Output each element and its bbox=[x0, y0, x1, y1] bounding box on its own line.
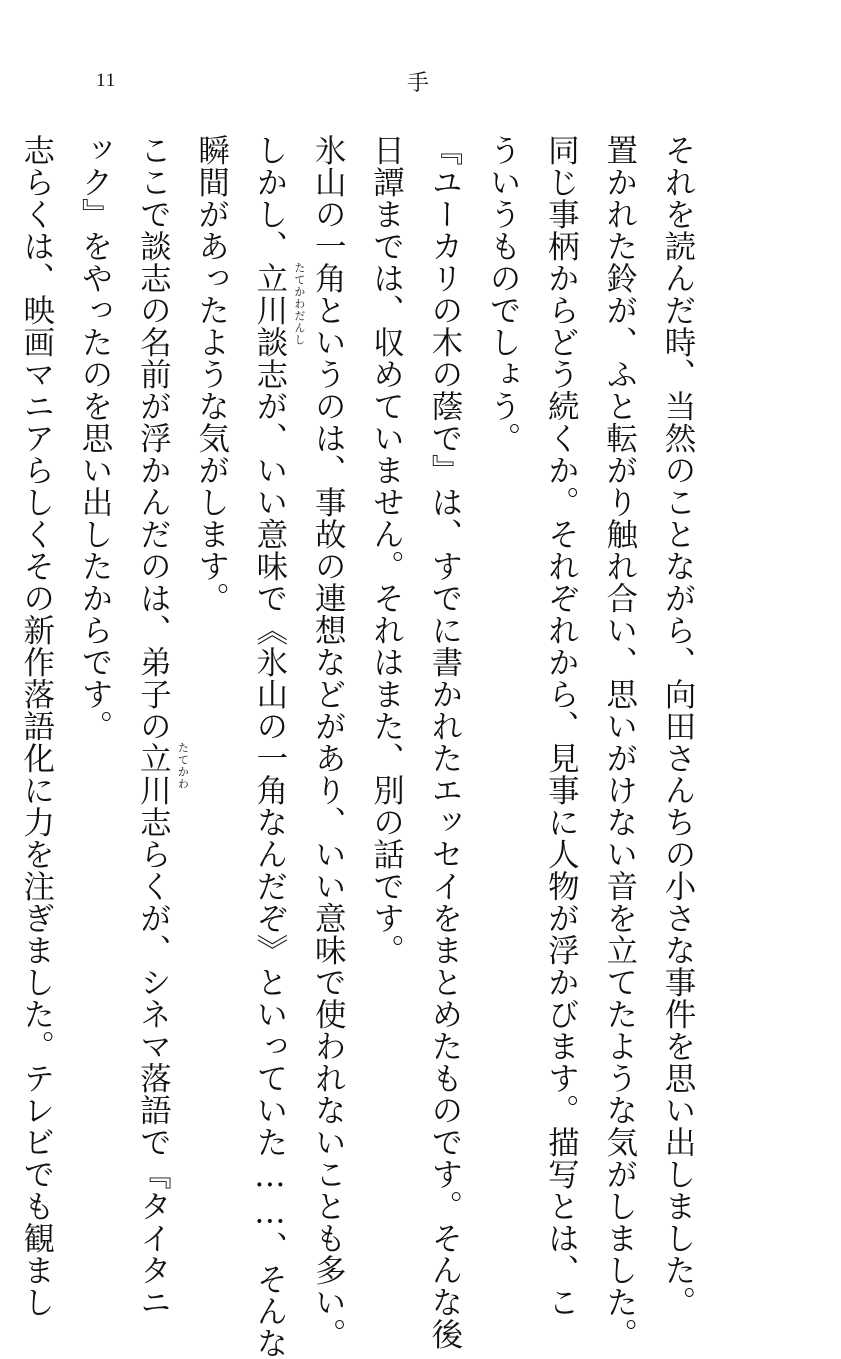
text-line: 日譚までは、収めていません。それはまた、別の話です。 bbox=[368, 134, 405, 966]
text-line bbox=[241, 134, 306, 1359]
ruby-group bbox=[251, 262, 306, 390]
body-text bbox=[0, 134, 707, 1359]
ruby-annotation: たてかわだんし bbox=[292, 262, 306, 346]
ruby-base-text: 立川談志 bbox=[251, 262, 288, 390]
text-line bbox=[124, 134, 190, 1318]
ruby-group bbox=[135, 742, 190, 806]
text-segment: しかし、 bbox=[251, 134, 288, 262]
text-segment: ここで談志の名前が浮かんだのは、弟子の bbox=[135, 134, 172, 742]
text-line: ういうものでしょう。 bbox=[485, 134, 522, 454]
text-segment: 志らくが、シネマ落語で『タイタニ bbox=[135, 806, 172, 1318]
page-number: 11 bbox=[96, 70, 117, 91]
running-head: 手 bbox=[407, 71, 430, 96]
text-line: それを読んだ時、当然のことながら、向田さんちの小さな事件を思い出しました。 bbox=[660, 134, 696, 1318]
ruby-base-text: 立川 bbox=[135, 742, 172, 806]
text-line: 同じ事柄からどう続くか。それぞれから、見事に人物が浮かびます。描写とは、こ bbox=[543, 134, 580, 1318]
text-line: 氷山の一角というのは、事故の連想などがあり、いい意味で使われないことも多い。 bbox=[310, 134, 347, 1350]
text-line: 志らくは、映画マニアらしくその新作落語化に力を注ぎました。テレビでも観まし bbox=[18, 134, 55, 1318]
text-line: ック』をやったのを思い出したからです。 bbox=[77, 134, 114, 742]
text-line: 『ユーカリの木の蔭で』は、すでに書かれたエッセイをまとめたものです。そんな後 bbox=[426, 134, 463, 1350]
text-line: 置かれた鈴が、ふと転がり触れ合い、思いがけない音を立てたような気がしました。 bbox=[601, 134, 638, 1350]
ruby-annotation: たてかわ bbox=[176, 742, 190, 790]
text-line: 瞬間があったような気がします。 bbox=[193, 134, 230, 614]
text-segment: が、いい意味で《氷山の一角なんだぞ》といっていた……、そんな bbox=[251, 390, 288, 1359]
text-line bbox=[0, 134, 7, 1114]
